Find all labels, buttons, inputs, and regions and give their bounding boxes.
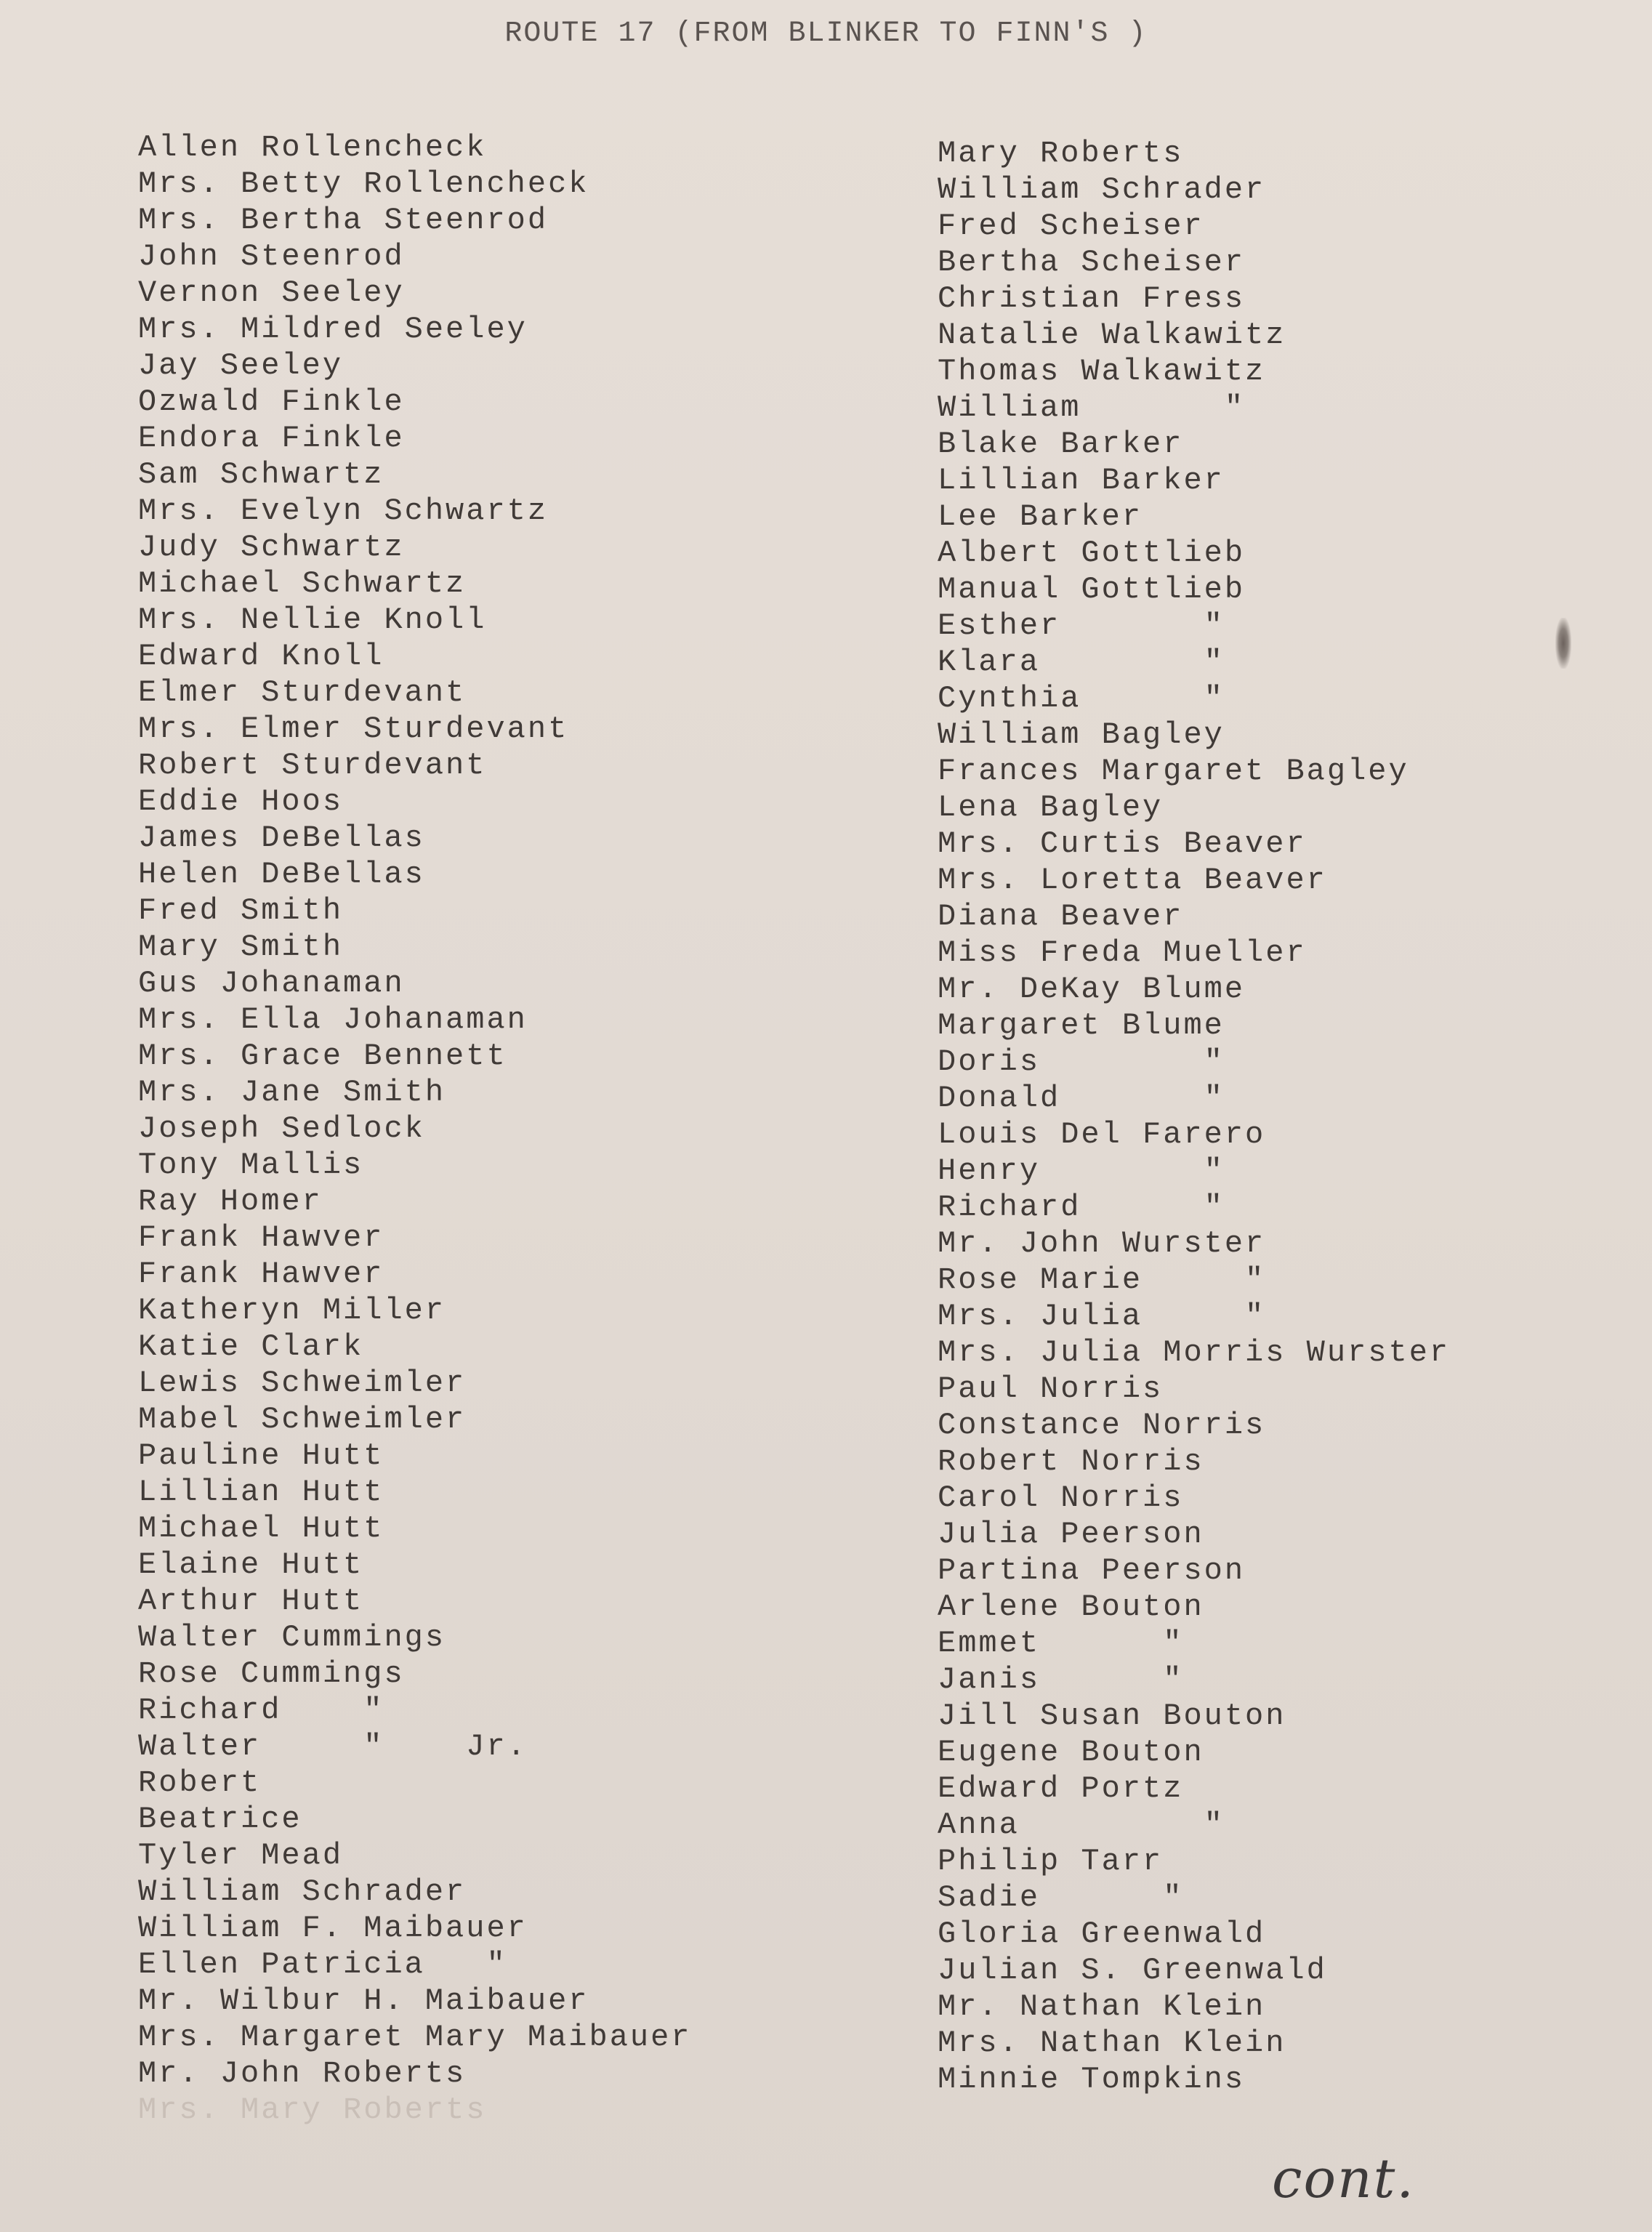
list-item: Diana Beaver — [938, 899, 1184, 934]
list-item: Miss Freda Mueller — [938, 935, 1307, 970]
list-item: Mrs. Bertha Steenrod — [138, 203, 549, 238]
list-item: Anna " — [938, 1808, 1225, 1842]
list-item: Fred Scheiser — [938, 209, 1204, 243]
document-title: ROUTE 17 (FROM BLINKER TO FINN'S ) — [504, 17, 1148, 50]
list-item: Michael Schwartz — [138, 566, 467, 601]
list-item: Eugene Bouton — [938, 1735, 1204, 1770]
list-item: William Bagley — [938, 717, 1225, 752]
list-item: William Schrader — [138, 1874, 467, 1909]
list-item: Gus Johanaman — [138, 966, 405, 1001]
list-item: Fred Smith — [138, 893, 344, 928]
list-item: Mrs. Nathan Klein — [938, 2026, 1286, 2060]
list-item: Mrs. Elmer Sturdevant — [138, 712, 569, 746]
list-item: Lillian Barker — [938, 463, 1225, 498]
list-item: Frances Margaret Bagley — [938, 754, 1409, 789]
list-item: Partina Peerson — [938, 1553, 1246, 1588]
list-item: Vernon Seeley — [138, 275, 405, 310]
list-item: Helen DeBellas — [138, 857, 425, 892]
list-item: Katie Clark — [138, 1329, 364, 1364]
list-item: William " — [938, 390, 1246, 425]
list-item: Mrs. Ella Johanaman — [138, 1002, 528, 1037]
list-item: Tyler Mead — [138, 1838, 344, 1873]
list-item: Ellen Patricia " — [138, 1947, 507, 1982]
list-item: Margaret Blume — [938, 1008, 1225, 1043]
list-item: John Steenrod — [138, 239, 405, 274]
list-item: Mabel Schweimler — [138, 1402, 467, 1437]
list-item: Philip Tarr — [938, 1844, 1164, 1879]
list-item: Klara " — [938, 645, 1225, 680]
list-item: Christian Fress — [938, 281, 1246, 316]
list-item: Louis Del Farero — [938, 1117, 1266, 1152]
list-item: Manual Gottlieb — [938, 572, 1246, 607]
list-item: Tony Mallis — [138, 1148, 364, 1183]
list-item: Bertha Scheiser — [938, 245, 1246, 280]
list-item: Mr. John Roberts — [138, 2056, 467, 2091]
list-item: Mrs. Mary Roberts — [138, 2092, 487, 2127]
list-item: Judy Schwartz — [138, 530, 405, 565]
list-item: Mary Smith — [138, 930, 344, 964]
list-item: Mrs. Loretta Beaver — [938, 863, 1327, 898]
list-item: Robert Norris — [938, 1444, 1204, 1479]
list-item: Henry " — [938, 1153, 1225, 1188]
list-item: Mrs. Julia Morris Wurster — [938, 1335, 1451, 1370]
list-item: Lee Barker — [938, 499, 1143, 534]
list-item: Michael Hutt — [138, 1511, 384, 1546]
list-item: Ray Homer — [138, 1184, 323, 1219]
handwritten-note: cont. — [1272, 2148, 1415, 2210]
list-item: Esther " — [938, 608, 1225, 643]
list-item: Julian S. Greenwald — [938, 1953, 1327, 1988]
list-item: Natalie Walkawitz — [938, 318, 1286, 352]
list-item: Katheryn Miller — [138, 1293, 446, 1328]
list-item: Mrs. Jane Smith — [138, 1075, 446, 1110]
list-item: Carol Norris — [938, 1480, 1184, 1515]
list-item: Mrs. Nellie Knoll — [138, 603, 487, 637]
list-item: Robert Sturdevant — [138, 748, 487, 783]
list-item: Mrs. Betty Rollencheck — [138, 166, 589, 201]
list-item: Rose Marie " — [938, 1262, 1266, 1297]
list-item: William Schrader — [938, 172, 1266, 207]
list-item: Mr. DeKay Blume — [938, 972, 1246, 1007]
list-item: Cynthia " — [938, 681, 1225, 716]
list-item: Sam Schwartz — [138, 457, 384, 492]
list-item: Minnie Tompkins — [938, 2062, 1246, 2097]
list-item: Walter " Jr. — [138, 1729, 528, 1764]
list-item: Beatrice — [138, 1802, 302, 1837]
list-item: Robert — [138, 1765, 262, 1800]
list-item: Gloria Greenwald — [938, 1917, 1266, 1951]
list-item: Mr. John Wurster — [938, 1226, 1266, 1261]
list-item: Elmer Sturdevant — [138, 675, 467, 710]
list-item: William F. Maibauer — [138, 1911, 528, 1946]
right-name-column — [938, 135, 1450, 2098]
list-item: Pauline Hutt — [138, 1438, 384, 1473]
list-item: Mrs. Margaret Mary Maibauer — [138, 2020, 692, 2055]
list-item: Thomas Walkawitz — [938, 354, 1266, 389]
ink-blot — [1555, 618, 1571, 669]
list-item: Jill Susan Bouton — [938, 1699, 1286, 1733]
list-item: Mrs. Grace Bennett — [138, 1039, 507, 1073]
list-item: Mrs. Curtis Beaver — [938, 826, 1307, 861]
list-item: Frank Hawver — [138, 1257, 384, 1292]
list-item: Mrs. Mildred Seeley — [138, 312, 528, 347]
list-item: Joseph Sedlock — [138, 1111, 425, 1146]
list-item: James DeBellas — [138, 821, 425, 855]
list-item: Mrs. Evelyn Schwartz — [138, 493, 549, 528]
list-item: Mrs. Julia " — [938, 1299, 1266, 1334]
list-item: Lena Bagley — [938, 790, 1164, 825]
list-item: Paul Norris — [938, 1371, 1164, 1406]
list-item: Eddie Hoos — [138, 784, 344, 819]
list-item: Doris " — [938, 1044, 1225, 1079]
list-item: Emmet " — [938, 1626, 1184, 1661]
list-item: Julia Peerson — [938, 1517, 1204, 1552]
list-item: Sadie " — [938, 1880, 1184, 1915]
list-item: Edward Portz — [938, 1771, 1184, 1806]
list-item: Walter Cummings — [138, 1620, 446, 1655]
list-item: Endora Finkle — [138, 421, 405, 456]
list-item: Mr. Wilbur H. Maibauer — [138, 1983, 589, 2018]
left-name-column — [138, 129, 692, 2128]
list-item: Albert Gottlieb — [938, 536, 1246, 571]
list-item: Elaine Hutt — [138, 1547, 364, 1582]
list-item: Arlene Bouton — [938, 1590, 1204, 1624]
list-item: Edward Knoll — [138, 639, 384, 674]
list-item: Lewis Schweimler — [138, 1366, 467, 1401]
list-item: Lillian Hutt — [138, 1475, 384, 1510]
list-item: Blake Barker — [938, 427, 1184, 462]
list-item: Constance Norris — [938, 1408, 1266, 1443]
list-item: Richard " — [138, 1693, 384, 1728]
list-item: Janis " — [938, 1662, 1184, 1697]
list-item: Donald " — [938, 1081, 1225, 1116]
list-item: Mary Roberts — [938, 136, 1184, 171]
list-item: Mr. Nathan Klein — [938, 1989, 1266, 2024]
list-item: Allen Rollencheck — [138, 130, 487, 165]
list-item: Rose Cummings — [138, 1656, 405, 1691]
list-item: Frank Hawver — [138, 1220, 384, 1255]
list-item: Arthur Hutt — [138, 1584, 364, 1619]
list-item: Jay Seeley — [138, 348, 344, 383]
list-item: Ozwald Finkle — [138, 384, 405, 419]
list-item: Richard " — [938, 1190, 1225, 1225]
